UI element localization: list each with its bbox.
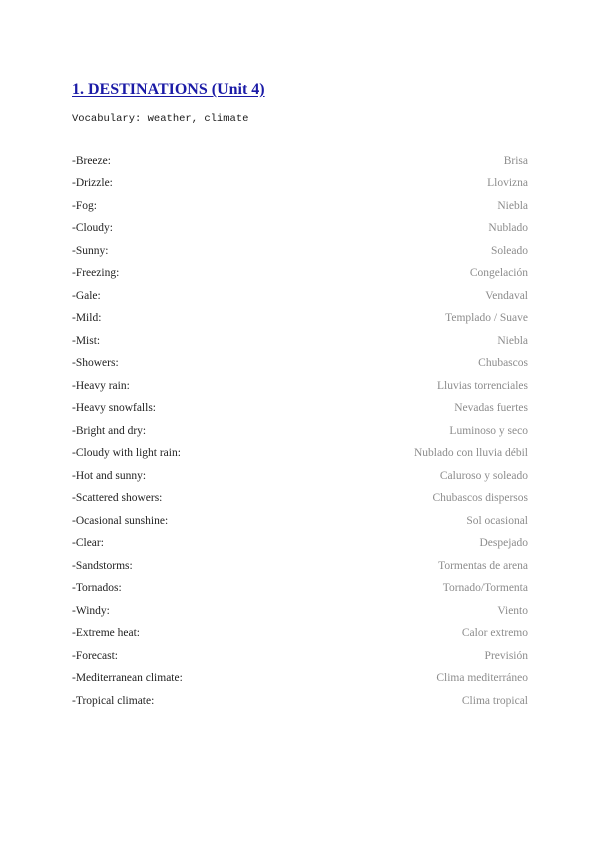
spanish-translation: Despejado <box>479 537 528 549</box>
section-subtitle: Vocabulary: weather, climate <box>72 113 249 125</box>
vocabulary-row <box>72 330 528 353</box>
vocabulary-row <box>72 443 528 466</box>
english-term: -Drizzle: <box>72 177 113 189</box>
spanish-translation: Sol ocasional <box>466 514 528 527</box>
vocabulary-row <box>72 420 528 443</box>
english-term: -Fog: <box>72 199 97 212</box>
spanish-translation: Lluvias torrenciales <box>436 379 528 392</box>
english-term: -Heavy snowfalls: <box>72 402 156 414</box>
spanish-translation: Nublado con lluvia débil <box>413 447 528 459</box>
vocabulary-row <box>72 375 528 398</box>
vocabulary-row <box>72 690 528 713</box>
english-term: -Bright and dry: <box>72 424 147 437</box>
spanish-translation: Llovizna <box>487 177 528 189</box>
english-term: -Mild: <box>72 312 102 324</box>
spanish-translation: Clima tropical <box>461 694 528 707</box>
english-term: -Mediterranean climate: <box>72 672 183 684</box>
vocabulary-row <box>72 353 528 376</box>
spanish-translation: Nevadas fuertes <box>454 402 528 414</box>
english-term: -Heavy rain: <box>72 379 130 392</box>
vocabulary-row <box>72 150 528 173</box>
vocabulary-row <box>72 173 528 196</box>
spanish-translation: Niebla <box>497 199 528 212</box>
vocabulary-row <box>72 578 528 601</box>
vocabulary-row <box>72 600 528 623</box>
english-term: -Cloudy with light rain: <box>72 447 181 459</box>
english-term: -Hot and sunny: <box>72 469 147 482</box>
english-term: -Showers: <box>72 357 119 369</box>
english-term: -Breeze: <box>72 154 111 167</box>
vocabulary-row <box>72 218 528 241</box>
spanish-translation: Congelación <box>469 267 528 279</box>
spanish-translation: Caluroso y soleado <box>439 469 528 482</box>
page-title: 1. DESTINATIONS (Unit 4) <box>72 81 265 98</box>
english-term: -Ocasional sunshine: <box>72 514 169 527</box>
spanish-translation: Viento <box>497 604 528 617</box>
english-term: -Forecast: <box>72 649 118 662</box>
spanish-translation: Tornado/Tormenta <box>442 582 528 594</box>
spanish-translation: Chubascos dispersos <box>432 492 528 504</box>
vocabulary-row <box>72 465 528 488</box>
vocabulary-row <box>72 645 528 668</box>
english-term: -Freezing: <box>72 267 120 279</box>
english-term: -Clear: <box>72 537 104 549</box>
english-term: -Gale: <box>72 289 101 302</box>
vocabulary-row <box>72 488 528 511</box>
vocabulary-list <box>72 150 528 713</box>
vocabulary-row <box>72 623 528 646</box>
spanish-translation: Nublado <box>488 222 528 234</box>
english-term: -Cloudy: <box>72 222 113 234</box>
vocabulary-row <box>72 533 528 556</box>
spanish-translation: Luminoso y seco <box>449 424 528 437</box>
spanish-translation: Chubascos <box>478 357 528 369</box>
spanish-translation: Previsión <box>484 649 528 662</box>
spanish-translation: Vendaval <box>485 289 528 302</box>
vocabulary-row <box>72 668 528 691</box>
vocabulary-row <box>72 308 528 331</box>
english-term: -Tornados: <box>72 582 122 594</box>
vocabulary-row <box>72 285 528 308</box>
english-term: -Sandstorms: <box>72 559 133 572</box>
english-term: -Scattered showers: <box>72 492 163 504</box>
vocabulary-row <box>72 195 528 218</box>
english-term: -Mist: <box>72 334 101 347</box>
vocabulary-row <box>72 555 528 578</box>
spanish-translation: Soleado <box>490 244 528 257</box>
vocabulary-row <box>72 240 528 263</box>
spanish-translation: Niebla <box>497 334 528 347</box>
english-term: -Windy: <box>72 604 110 617</box>
english-term: -Sunny: <box>72 244 109 257</box>
spanish-translation: Tormentas de arena <box>438 559 528 572</box>
english-term: -Tropical climate: <box>72 694 155 707</box>
vocabulary-row <box>72 510 528 533</box>
vocabulary-row <box>72 398 528 421</box>
vocabulary-row <box>72 263 528 286</box>
spanish-translation: Brisa <box>503 154 528 167</box>
spanish-translation: Calor extremo <box>461 627 528 639</box>
spanish-translation: Templado / Suave <box>445 312 528 324</box>
spanish-translation: Clima mediterráneo <box>436 672 528 684</box>
english-term: -Extreme heat: <box>72 627 141 639</box>
